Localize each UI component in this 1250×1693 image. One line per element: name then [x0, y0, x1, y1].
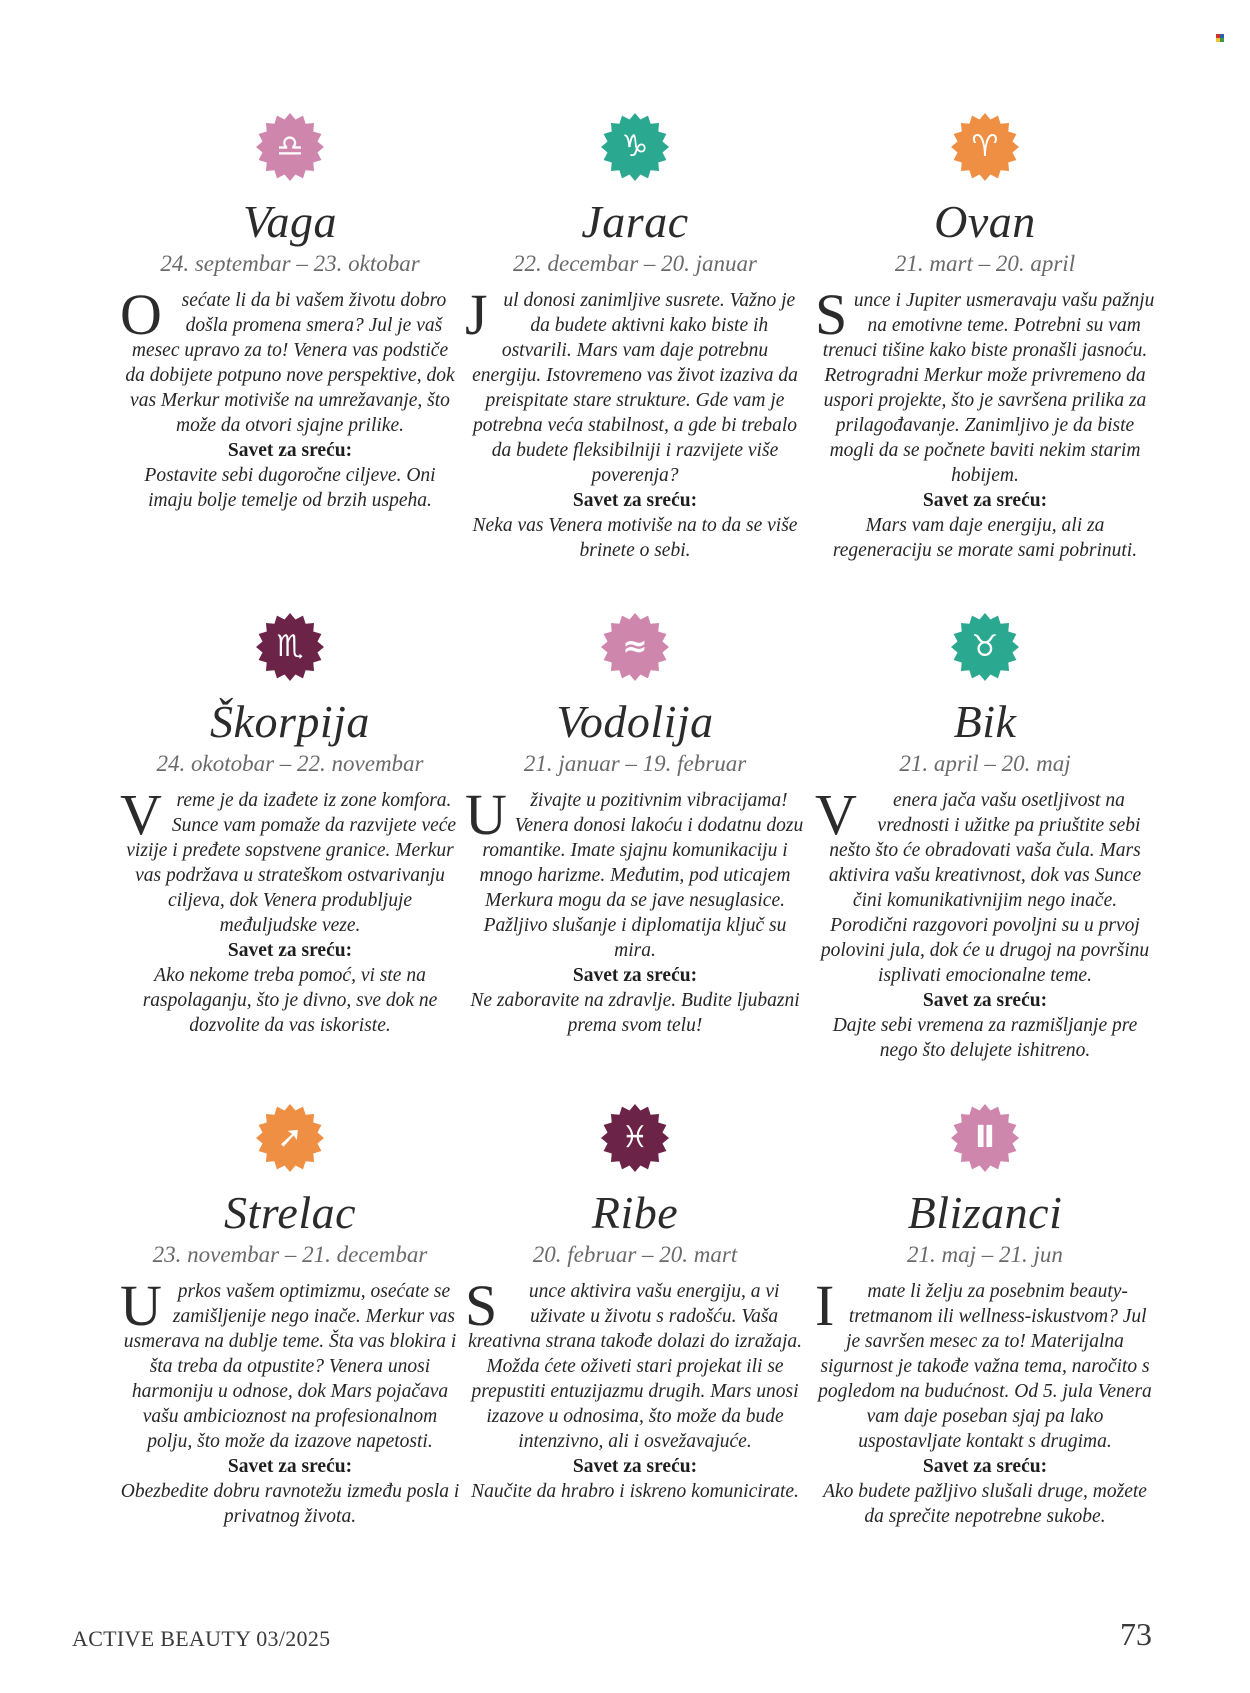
tip-text: Naučite da hrabro i iskreno komunicirate.	[471, 1481, 799, 1502]
taurus-icon	[950, 612, 1020, 682]
corner-color-mark	[1216, 34, 1224, 42]
sign-text	[120, 1273, 460, 1529]
sign-text	[465, 782, 805, 1038]
sign-name: Ribe	[591, 1187, 679, 1238]
tip-label: Savet za sreću:	[922, 990, 1048, 1011]
sign-name: Jarac	[581, 196, 689, 247]
sign-dates: 21. april – 20. maj	[899, 751, 1071, 776]
libra-icon	[255, 112, 325, 182]
tip-text: Obezbedite dobru ravnotežu između posla i privatnog života.	[120, 1481, 460, 1527]
tip-text: Ne zaboravite na zdravlje. Budite ljubazni prema svom telu!	[470, 990, 800, 1036]
sign-text	[815, 782, 1155, 1063]
page-number: 73	[1120, 1616, 1152, 1652]
sign-forecast: ul donosi zanimljive susrete. Važno je da budete aktivni kako biste ih ostvarili. Mars vam daje potrebnu energiju. Istovremeno vas život izaziva da preispitate stare strukture. Gde vam je potrebna veća stabilnost, a gde bi trebalo da budete fleksibilniji i razvijete više poverenja?	[472, 290, 798, 486]
sign-forecast: živajte u pozitivnim vibracijama! Venera donosi lakoću i dodatnu dozu romantike. Imate sjajnu komunikaciju i mnogo harizme. Međutim, pod uticajem Merkura mogu da se jave nesuglasice. Pažljivo slušanje i diplomatija ključ su mira.	[479, 790, 804, 961]
sign-name: Škorpija	[210, 696, 370, 747]
tip-label: Savet za sreću:	[572, 490, 698, 511]
sign-card	[465, 1103, 805, 1504]
sign-name: Vodolija	[556, 696, 714, 747]
sign-dates: 20. februar – 20. mart	[532, 1242, 738, 1267]
sign-text	[465, 282, 805, 563]
drop-cap: J	[465, 282, 488, 347]
sign-glyph: ➚	[277, 1120, 303, 1155]
drop-cap: S	[465, 1273, 498, 1338]
drop-cap: I	[815, 1273, 835, 1338]
tip-label: Savet za sreću:	[227, 940, 353, 961]
sign-name: Vaga	[243, 196, 337, 247]
tip-text: Neka vas Venera motiviše na to da se više brinete o sebi.	[472, 515, 798, 561]
sign-text	[120, 282, 460, 513]
sign-name: Ovan	[934, 196, 1036, 247]
tip-label: Savet za sreću:	[227, 1456, 353, 1477]
drop-cap: O	[120, 282, 162, 347]
sign-glyph: ♈	[971, 129, 999, 164]
tip-label: Savet za sreću:	[922, 490, 1048, 511]
sign-dates: 21. januar – 19. februar	[523, 751, 747, 776]
drop-cap: V	[120, 782, 162, 847]
aquarius-icon	[600, 612, 670, 682]
aries-icon	[950, 112, 1020, 182]
drop-cap: V	[815, 782, 857, 847]
sign-name: Blizanci	[907, 1187, 1063, 1238]
sign-dates: 23. novembar – 21. decembar	[152, 1242, 428, 1267]
sign-name: Strelac	[223, 1187, 357, 1238]
sign-text	[465, 1273, 805, 1504]
sign-text	[120, 782, 460, 1038]
magazine-issue: ACTIVE BEAUTY 03/2025	[72, 1626, 331, 1651]
sign-forecast: mate li želju za posebnim beauty-tretmanom ili wellness-iskustvom? Jul je savršen mesec za to! Materijalna sigurnost je takođe važna tema, naročito s pogledom na budućnost. Od 5. jula Venera vam daje poseban sjaj pa lako uspostavljate kontakt s drugima.	[818, 1281, 1152, 1452]
tip-label: Savet za sreću:	[227, 440, 353, 461]
sign-card	[465, 112, 805, 563]
sign-forecast: unce aktivira vašu energiju, a vi uživate u životu s radošću. Vaša kreativna strana takođe dolazi do izražaja. Možda ćete oživeti stari projekat ili se prepustiti entuzijazmu drugih. Mars unosi izazove u odnosima, što može da bude intenzivno, ali i osvežavajuće.	[467, 1281, 802, 1452]
drop-cap: U	[120, 1273, 162, 1338]
sign-card	[120, 1103, 460, 1529]
sign-card	[815, 112, 1155, 563]
sign-dates: 22. decembar – 20. januar	[512, 251, 758, 276]
sign-forecast: sećate li da bi vašem životu dobro došla promena smera? Jul je vaš mesec upravo za to! Venera vas podstiče da dobijete potpuno nove perspektive, dok vas Merkur motiviše na umrežavanje, što može da otvori sjajne prilike.	[125, 290, 455, 436]
sign-card	[465, 612, 805, 1038]
sign-name: Bik	[953, 696, 1017, 747]
tip-label: Savet za sreću:	[572, 1456, 698, 1477]
sign-forecast: prkos vašem optimizmu, osećate se zamišljenije nego inače. Merkur vas usmerava na dublje teme. Šta vas blokira i šta treba da otpustite? Venera unosi harmoniju u odnose, dok Mars pojačava vašu ambicioznost na profesionalnom polju, što može da izazove napetosti.	[123, 1281, 457, 1452]
sign-glyph: ♑	[621, 129, 649, 164]
sign-glyph: Ⅱ	[975, 1120, 995, 1155]
sign-forecast: enera jača vašu osetljivost na vrednosti i užitke pa priuštite sebi nešto što će obradovati vaša čula. Mars aktivira vašu kreativnost, dok vas Sunce čini komunikativnijim nego inače. Porodični razgovori povoljni su u prvoj polovini jula, dok će u drugoj na površinu isplivati emocionalne teme.	[820, 790, 1150, 986]
sign-glyph: ≈	[622, 629, 648, 664]
sign-glyph: ♏	[276, 629, 304, 664]
capricorn-icon	[600, 112, 670, 182]
sign-card	[120, 612, 460, 1038]
tip-text: Dajte sebi vremena za razmišljanje pre nego što delujete ishitreno.	[832, 1015, 1138, 1061]
sign-forecast: unce i Jupiter usmeravaju vašu pažnju na emotivne teme. Potrebni su vam trenuci tišine kako biste pronašli jasnoću. Retrogradni Merkur može privremeno da uspori projekte, što je savršena prilika za prilagođavanje. Zanimljivo je da biste mogli da se počnete baviti nekim starim hobijem.	[822, 290, 1155, 486]
sign-forecast: reme je da izađete iz zone komfora. Sunce vam pomaže da razvijete veće vizije i pređete sopstvene granice. Merkur vas podržava u strateškom ostvarivanju ciljeva, dok Venera produbljuje međuljudske veze.	[126, 790, 457, 936]
sign-dates: 24. okotobar – 22. novembar	[156, 751, 424, 776]
gemini-icon	[950, 1103, 1020, 1173]
sign-glyph: ♉	[971, 629, 999, 664]
sign-text	[815, 1273, 1155, 1529]
sign-dates: 21. mart – 20. april	[894, 251, 1076, 276]
sign-text	[815, 282, 1155, 563]
sign-glyph: ♓	[621, 1120, 649, 1155]
drop-cap: S	[815, 282, 848, 347]
tip-label: Savet za sreću:	[922, 1456, 1048, 1477]
sign-dates: 21. maj – 21. jun	[907, 1242, 1063, 1267]
tip-text: Ako nekome treba pomoć, vi ste na raspolaganju, što je divno, sve dok ne dozvolite da vas iskoriste.	[142, 965, 438, 1036]
tip-text: Ako budete pažljivo slušali druge, možete da sprečite nepotrebne sukobe.	[823, 1481, 1147, 1527]
tip-text: Mars vam daje energiju, ali za regeneraciju se morate sami pobrinuti.	[832, 515, 1138, 561]
sagittarius-icon	[255, 1103, 325, 1173]
sign-dates: 24. septembar – 23. oktobar	[160, 251, 420, 276]
tip-label: Savet za sreću:	[572, 965, 698, 986]
tip-text: Postavite sebi dugoročne ciljeve. Oni imaju bolje temelje od brzih uspeha.	[144, 465, 436, 511]
sign-card	[120, 112, 460, 513]
scorpio-icon	[255, 612, 325, 682]
drop-cap: U	[465, 782, 507, 847]
sign-card	[815, 1103, 1155, 1529]
sign-glyph: ♎	[276, 129, 304, 164]
pisces-icon	[600, 1103, 670, 1173]
sign-card	[815, 612, 1155, 1063]
